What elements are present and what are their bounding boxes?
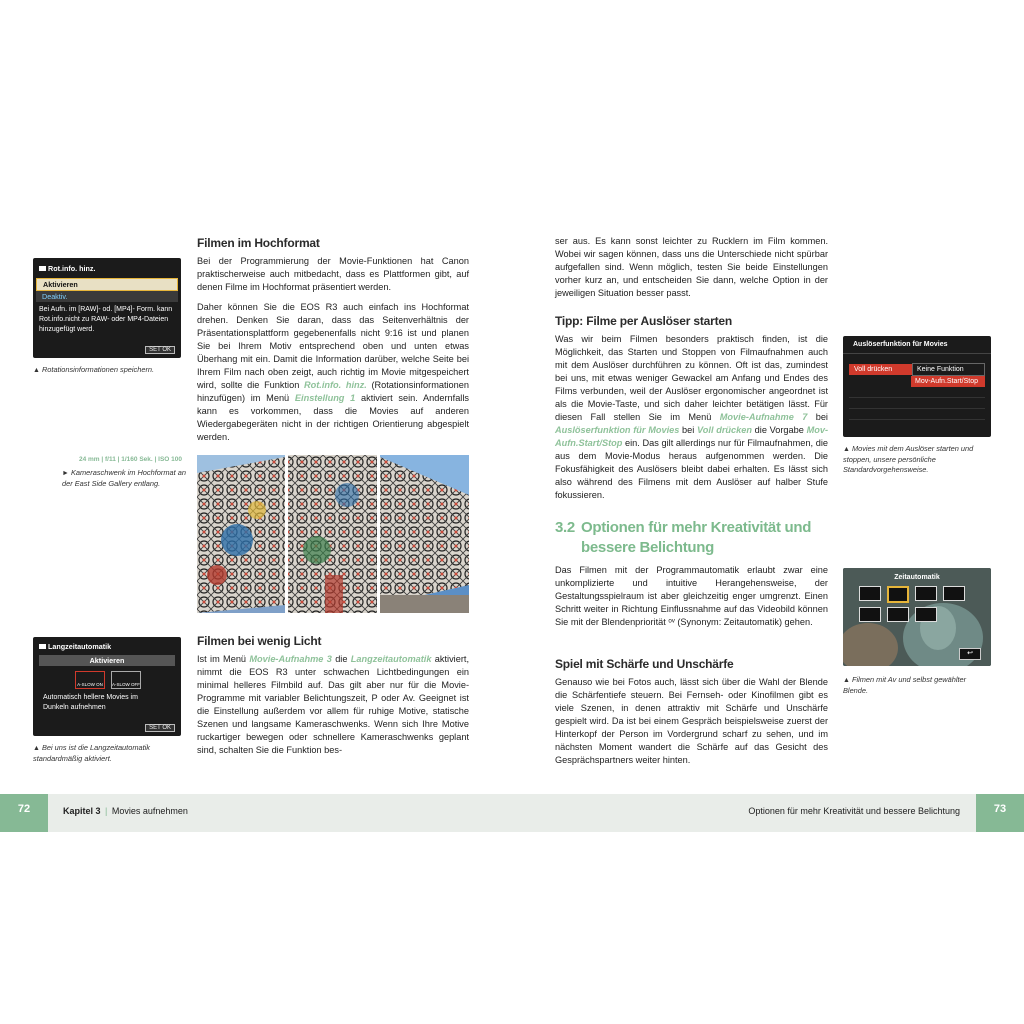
mode-icon: [915, 586, 937, 601]
heading-hochformat: Filmen im Hochformat: [197, 236, 320, 250]
section-number: 3.2: [555, 519, 575, 536]
paragraph-programmautomatik: Das Filmen mit der Programmautomatik erlaubt zwar eine unkomplizierte und intuitive Herangehensweise, der Gestaltungsspielraum ist aber gleichzeitig enger umgrenzt. Einen Schritt weiter in Richtung Einflussnahme auf das Videobild können Sie mit der Blendenpriorität ᵒᵛ (Synonym: Zeitautomatik) gehen.: [555, 565, 828, 627]
set-ok-button: SET OK: [145, 724, 175, 732]
paragraph-hochformat-1: Bei der Programmierung der Movie-Funktionen hat Canon praktischerweise auch mitbedacht, dass es Plattformen gibt, auf denen Filme im Hochformat präsentiert werden.: [197, 256, 469, 292]
page-number-right: 73: [976, 794, 1024, 832]
mode-icon: [887, 607, 909, 622]
mode-icon-selected: [887, 586, 909, 603]
movie-icon: [39, 266, 46, 271]
caption-langzeit: ▲ Bei uns ist die Langzeitautomatik standardmäßig aktiviert.: [33, 743, 150, 763]
camera-value: Aktivieren: [39, 655, 175, 666]
heading-spiel: Spiel mit Schärfe und Unschärfe: [555, 657, 734, 671]
camera-menu-zeitautomatik: [843, 568, 991, 666]
camera-row-label: Voll drücken: [854, 366, 893, 373]
camera-menu-title: Langzeitautomatik: [33, 637, 181, 654]
camera-description: Automatisch hellere Movies im Dunkeln aufnehmen: [43, 694, 138, 711]
exif-info: 24 mm | f/11 | 1/160 Sek. | ISO 100: [78, 456, 182, 463]
section-heading: [555, 518, 855, 558]
mural-photo: [197, 455, 469, 613]
camera-menu-rotinfo: [33, 258, 181, 358]
camera-menu-title: Auslöserfunktion für Movies: [843, 336, 991, 354]
page-number-left: 72: [0, 794, 48, 832]
camera-option-panel: [849, 364, 985, 420]
camera-buttons: [75, 671, 181, 689]
aslow-off-button: A-SLOW OFF: [111, 671, 141, 689]
heading-wenig-licht: Filmen bei wenig Licht: [197, 634, 322, 648]
photo-east-side-gallery: [197, 455, 469, 613]
mode-icon: [915, 607, 937, 622]
aslow-on-button: A-SLOW ON: [75, 671, 105, 689]
caption-rotinfo: ▲ Rotationsinformationen speichern.: [33, 365, 155, 374]
footer-right-title: Optionen für mehr Kreativität und bessere Belichtung: [748, 806, 960, 816]
movie-icon: [39, 644, 46, 649]
section-title-line2: bessere Belichtung: [581, 539, 714, 556]
camera-option-movaufn: Mov-Aufn.Start/Stop: [911, 376, 985, 387]
mode-icon: [943, 586, 965, 601]
mode-icon: [859, 586, 881, 601]
caption-zeitautomatik: ▲ Filmen mit Av und selbst gewählter Blende.: [843, 675, 967, 695]
camera-menu-ausloeser: [843, 336, 991, 437]
camera-option-keine: Keine Funktion: [912, 363, 985, 376]
back-icon: ↩: [959, 648, 981, 660]
set-ok-button: SET OK: [145, 346, 175, 354]
camera-menu-title: Rot.info. hinz.: [33, 258, 181, 276]
camera-option-deaktiv: Deaktiv.: [36, 291, 178, 302]
camera-menu-title: Zeitautomatik: [894, 574, 940, 581]
paragraph-continued: ser aus. Es kann sonst leichter zu Rucklern im Film kommen. Wobei wir sagen können, dass uns die Unterschiede nicht spürbar aufgefallen sind. Wenn möglich, testen Sie beide Einstellungen vorher kurz an, und entscheiden Sie dann, welche Option in der jeweiligen Situation besser passt.: [555, 236, 828, 298]
paragraph-hochformat-2: Daher können Sie die EOS R3 auch einfach ins Hochformat drehen. Denken Sie daran, dass das Seitenverhältnis der Präsentationsplattform gegebenenfalls nicht 9:16 ist und planen Sie bei Ihrem Motiv entsprechend oben und unten etwas Überhang mit ein. Damit die Information darüber, welche Seite bei Ihrem Film nach oben zeigt, auch richtig im Movie mitgespeichert wird, sollte die Funktion Rot.info. hinz. (Rotationsinformationen hinzufügen) im Menü Einstellung 1 aktiviert sein. Andernfalls kann es vorkommen, dass die Movies auf anderen Wiedergabegeräten nicht in der richtigen Orientierung abgespielt werden.: [197, 302, 469, 442]
footer-chapter: Kapitel 3 | Movies aufnehmen: [63, 806, 188, 816]
camera-option-aktivieren: Aktivieren: [36, 278, 178, 291]
chapter-label: Kapitel 3: [63, 806, 101, 816]
paragraph-tipp: Was wir beim Filmen besonders praktisch finden, ist die Möglichkeit, das Starten und Stoppen von Filmaufnahmen auch mit dem Auslöser durchführen zu können. Oft ist das, zumindest bei uns, mit etwas weniger Gewackel am Anfang und Endes des Films verbunden, weil der Auslöser ergonomischer angeordnet ist als die Movie-Taste, und sich daher leichter betätigen lässt. Für diesen Fall stellen Sie im Menü Movie-Aufnahme 7 bei Auslöserfunktion für Movies bei Voll drücken die Vorgabe Mov-Aufn.Start/Stop ein. Das gilt allerdings nur für Filmaufnahmen, die aus dem Movie-Modus heraus aufgenommen werden. Die Fokusfähigkeit des Auslösers bleibt dabei erhalten. Es lässt sich also während des Filmens mit dem Auslöser auf halber Stufe fokussieren.: [555, 334, 828, 500]
camera-description: Bei Aufn. im [RAW]- od. [MP4]- Form. kann Rot.info.nicht zu RAW- oder MP4-Dateien hinzugefügt werd.: [39, 306, 173, 333]
heading-tipp: Tipp: Filme per Auslöser starten: [555, 314, 732, 328]
paragraph-wenig-licht: Ist im Menü Movie-Aufnahme 3 die Langzeitautomatik aktiviert, nimmt die EOS R3 unter schwachen Lichtbedingungen ein minimal helleres Filmbild auf. Das gilt aber nur für die Movie-Programme mit variabler Belichtungszeit, P oder Av. Geeignet ist die Einstellung außerdem vor allem für ruhige Motive, statische Szenen und langsame Kameraschwenks. Wenn sich Ihre Motive ruckartiger bewegen oder schnellere Kameraschwenks geplant sind, schalten Sie die Funktion bes-: [197, 654, 469, 755]
paragraph-spiel: Genauso wie bei Fotos auch, lässt sich über die Wahl der Blende die Schärfentiefe steuern. Bei Fernseh- oder Kinofilmen gibt es viele Szenen, in denen attraktiv mit Schärfe und Unschärfe gespielt wird. Da ist bei einem Gespräch beispielsweise zuerst der Hinterkopf der Person im Vordergrund scharf zu sehen, und im nächsten Moment wandert die Schärfe auf das Gesicht des Gesprächspartners weiter hinten.: [555, 677, 828, 765]
chapter-title: Movies aufnehmen: [111, 806, 188, 816]
caption-photo: ► Kameraschwenk im Hochformat an der East Side Gallery entlang.: [62, 468, 186, 488]
camera-menu-langzeit: [33, 637, 181, 736]
mode-icons: [859, 586, 977, 622]
caption-ausloeser: ▲ Movies mit dem Auslöser starten und stoppen, unsere persönliche Standardvorgehensweise.: [843, 444, 974, 474]
mode-icon: [859, 607, 881, 622]
section-title-line1: Optionen für mehr Kreativität und: [581, 519, 812, 536]
